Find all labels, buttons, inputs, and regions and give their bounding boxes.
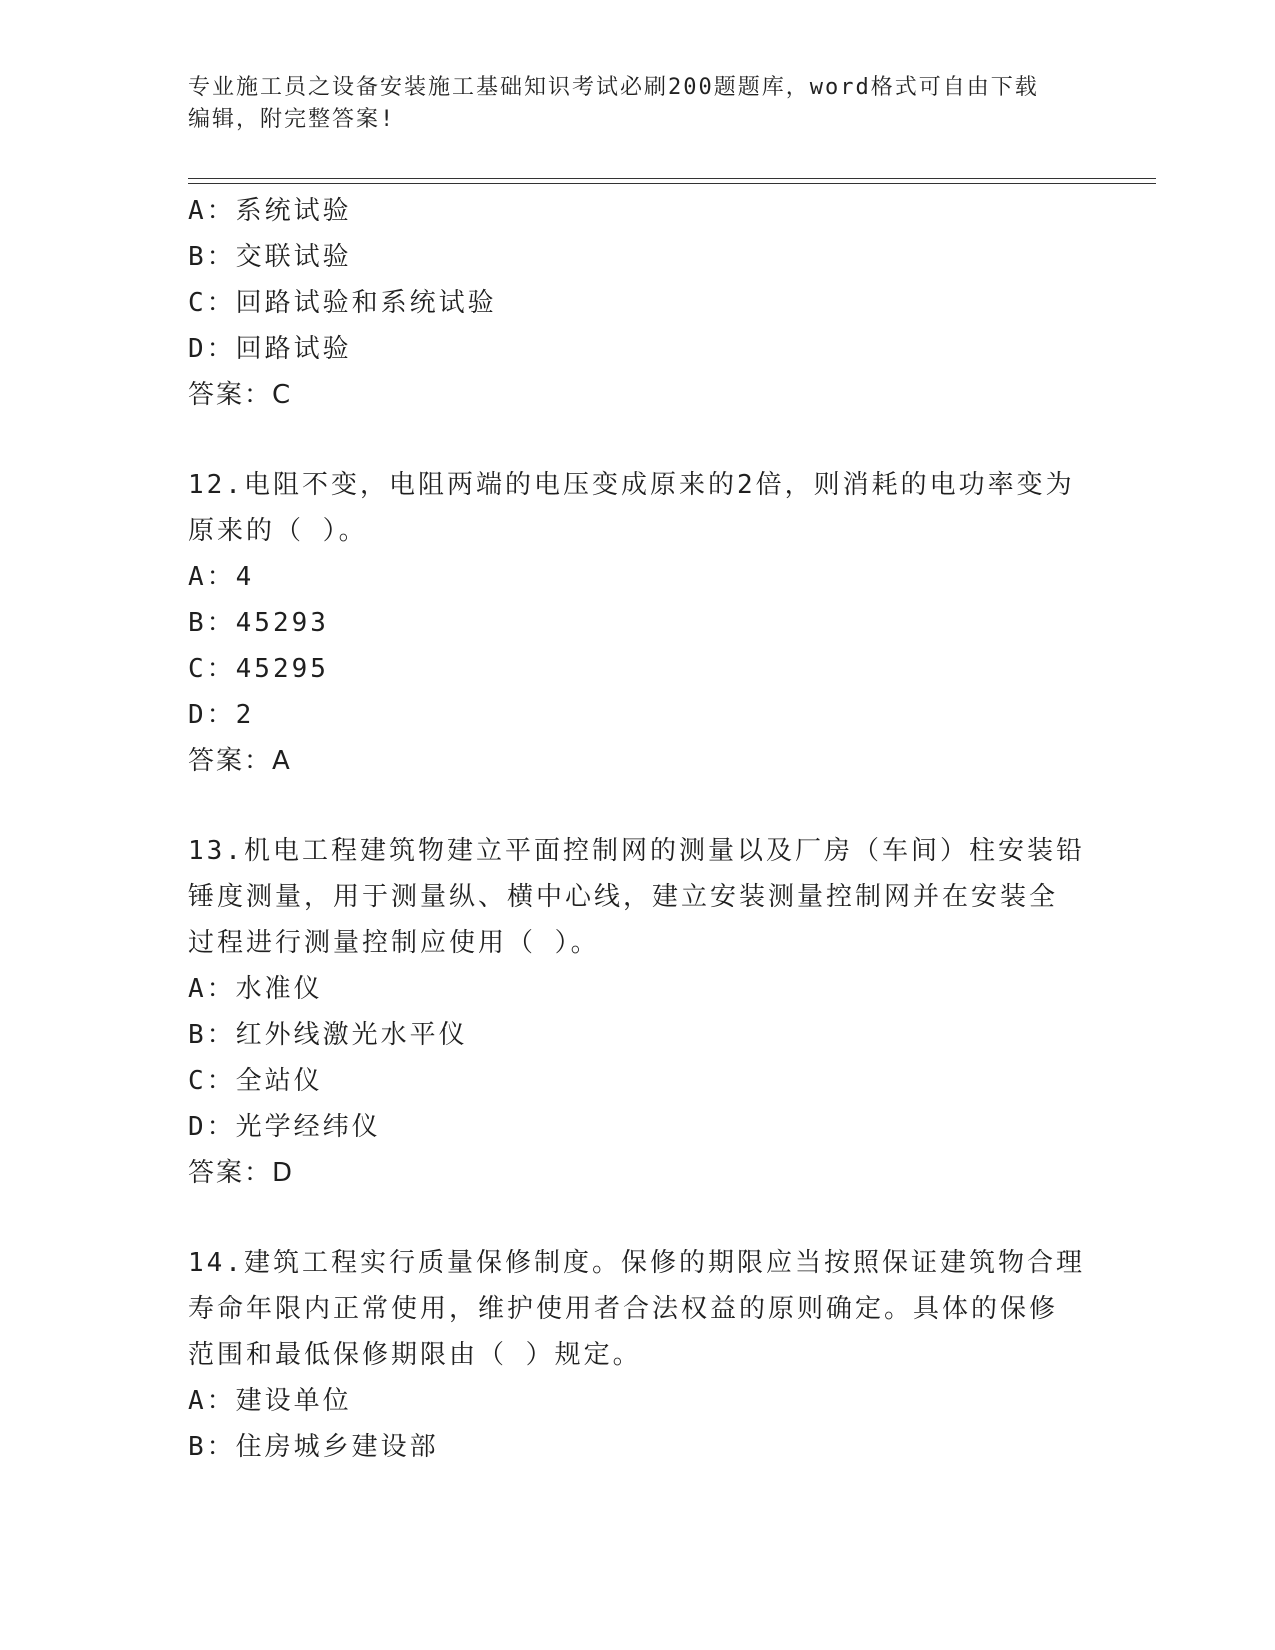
option-a: A：水准仪 [188, 974, 323, 1004]
spacer [188, 784, 1088, 828]
spacer [188, 418, 1088, 462]
option-d: D：回路试验 [188, 334, 352, 364]
option-b: B：住房城乡建设部 [188, 1432, 439, 1462]
document-body [188, 188, 1088, 1470]
spacer [188, 1196, 1088, 1240]
option-a: A：4 [188, 562, 255, 592]
question-text-line: 14.建筑工程实行质量保修制度。保修的期限应当按照保证建筑物合理 [188, 1248, 1085, 1278]
option-d: D：2 [188, 700, 255, 730]
option-c: C：45295 [188, 654, 329, 684]
question-13 [188, 828, 1088, 1196]
question-12 [188, 462, 1088, 784]
question-text-line: 范围和最低保修期限由（ ）规定。 [188, 1340, 642, 1370]
question-text-line: 锤度测量，用于测量纵、横中心线，建立安装测量控制网并在安装全 [188, 882, 1059, 912]
header-title-line-2: 编辑，附完整答案! [188, 107, 396, 132]
option-a: A：建设单位 [188, 1386, 352, 1416]
answer: 答案：A [188, 746, 292, 776]
question-14 [188, 1240, 1088, 1470]
option-d: D：光学经纬仪 [188, 1112, 381, 1142]
question-text-line: 过程进行测量控制应使用（ ）。 [188, 928, 600, 958]
option-b: B：红外线激光水平仪 [188, 1020, 468, 1050]
header-divider [188, 178, 1156, 184]
document-header [188, 72, 1068, 136]
question-11 [188, 188, 1088, 418]
question-text-line: 寿命年限内正常使用，维护使用者合法权益的原则确定。具体的保修 [188, 1294, 1059, 1324]
header-title-line-1: 专业施工员之设备安装施工基础知识考试必刷200题题库，word格式可自由下载 [188, 75, 1039, 100]
option-b: B：45293 [188, 608, 329, 638]
option-c: C：回路试验和系统试验 [188, 288, 497, 318]
question-text-line: 13.机电工程建筑物建立平面控制网的测量以及厂房（车间）柱安装铅 [188, 836, 1085, 866]
answer: 答案：C [188, 380, 293, 410]
option-b: B：交联试验 [188, 242, 352, 272]
question-text-line: 原来的（ ）。 [188, 516, 368, 546]
answer: 答案：D [188, 1158, 295, 1188]
option-c: C：全站仪 [188, 1066, 323, 1096]
question-text-line: 12.电阻不变，电阻两端的电压变成原来的2倍，则消耗的电功率变为 [188, 470, 1075, 500]
option-a: A：系统试验 [188, 196, 352, 226]
